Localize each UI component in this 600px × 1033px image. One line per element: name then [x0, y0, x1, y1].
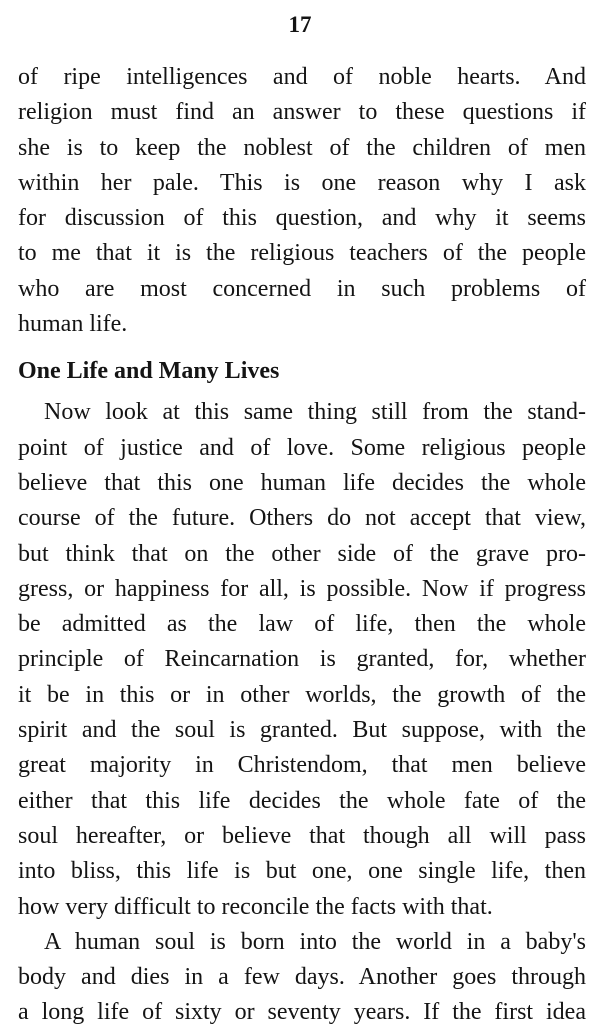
text-line: body and dies in a few days. Another goes through — [18, 964, 586, 991]
page-number: 17 — [288, 12, 312, 37]
text-line: to me that it is the religious teachers of the people — [18, 240, 586, 267]
text-line: how very difficult to reconcile the facts with that. — [18, 893, 493, 920]
section-heading: One Life and Many Lives — [18, 358, 280, 385]
text-line: within her pale. This is one reason why I ask — [18, 169, 586, 196]
text-line: Now look at this same thing still from the stand- — [44, 399, 586, 426]
text-line: of ripe intelligences and of noble hearts. And — [18, 64, 586, 90]
text-line: gress, or happiness for all, is possible. Now if progress — [18, 575, 586, 602]
text-line: but think that on the other side of the grave pro- — [18, 540, 586, 567]
text-line: A human soul is born into the world in a baby's — [44, 928, 586, 955]
text-line: believe that this one human life decides the whole — [18, 469, 586, 496]
text-line: human life. — [18, 311, 128, 338]
text-line: spirit and the soul is granted. But suppose, with the — [18, 717, 586, 744]
text-line: she is to keep the noblest of the children of men — [18, 134, 586, 161]
text-line: for discussion of this question, and why it seems — [18, 205, 586, 232]
text-line: be admitted as the law of life, then the whole — [18, 611, 586, 638]
text-line: who are most concerned in such problems of — [18, 275, 586, 302]
text-line: point of justice and of love. Some religious people — [18, 434, 586, 461]
text-line: either that this life decides the whole fate of the — [18, 787, 586, 814]
text-line: principle of Reincarnation is granted, for, whether — [18, 646, 586, 673]
paragraph-continuation — [18, 60, 586, 342]
text-line: religion must find an answer to these questions if — [18, 99, 586, 126]
text-line: course of the future. Others do not accept that view, — [18, 505, 586, 532]
text-line: a long life of sixty or seventy years. If the first idea — [18, 999, 586, 1026]
body-text — [18, 60, 586, 1031]
text-line: great majority in Christendom, that men believe — [18, 752, 586, 779]
paragraph — [18, 395, 586, 924]
text-line: it be in this or in other worlds, the growth of the — [18, 681, 586, 708]
text-line: into bliss, this life is but one, one single life, then — [18, 858, 586, 885]
text-line: soul hereafter, or believe that though all will pass — [18, 822, 586, 849]
paragraph — [18, 925, 586, 1031]
